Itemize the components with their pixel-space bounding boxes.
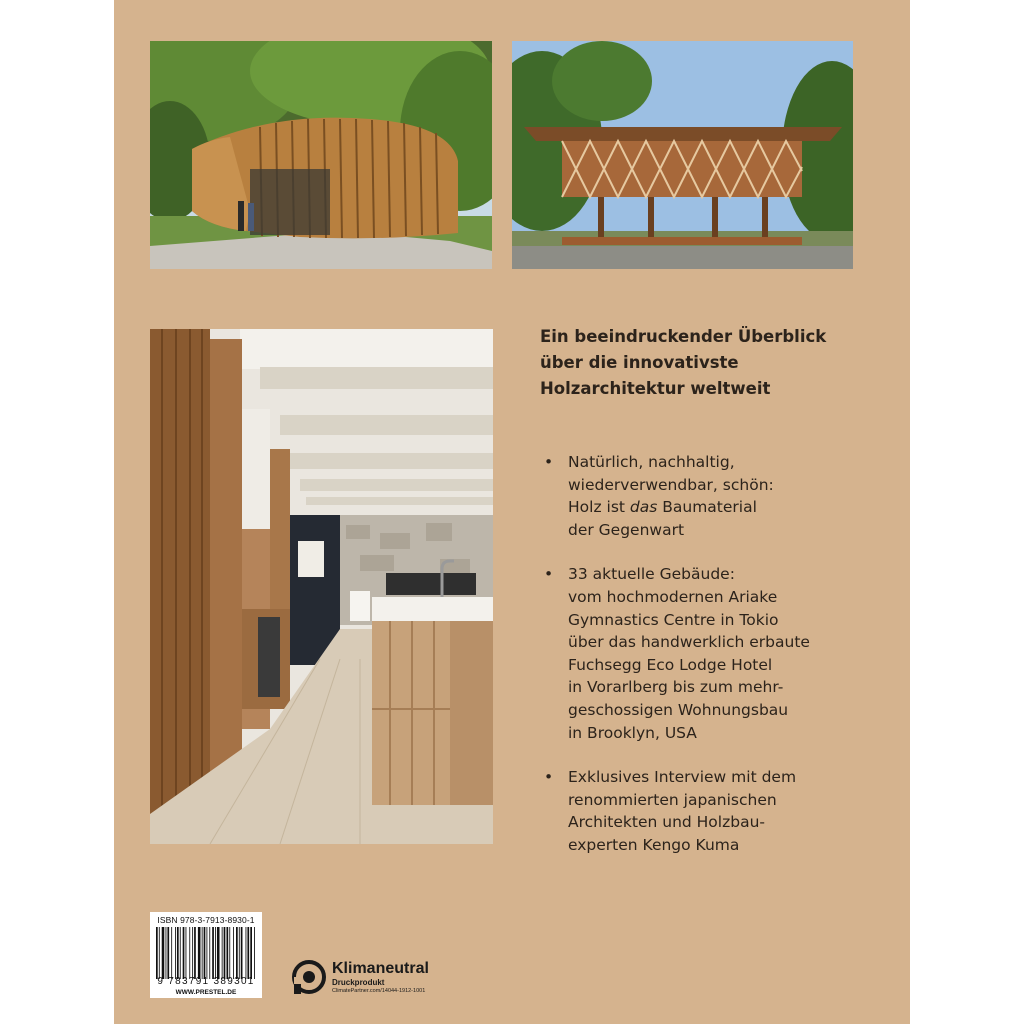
barcode-bar	[175, 927, 176, 979]
bullet-line: Architekten und Holzbau-	[568, 813, 765, 832]
barcode-bar	[204, 927, 206, 979]
barcode-bar	[239, 927, 240, 979]
climate-title: Klimaneutral	[332, 960, 429, 977]
bullet-line: • Exklusives Interview mit dem	[568, 768, 797, 787]
barcode-bar	[206, 927, 207, 979]
bullet-line: geschossigen Wohnungsbau	[568, 700, 789, 719]
barcode-bar	[226, 927, 228, 979]
climate-partner-logo-icon	[292, 960, 326, 994]
bullet-line	[568, 496, 870, 519]
ean-digits: 9 783791 389301	[157, 976, 255, 987]
headline-line: Holzarchitektur weltweit	[540, 379, 771, 398]
barcode-bar	[224, 927, 226, 979]
bullet-line: der Gegenwart	[568, 520, 685, 539]
barcode-bar	[183, 927, 185, 979]
bullet-item-material	[540, 451, 870, 541]
bullet-line: über das handwerklich erbaute	[568, 633, 810, 652]
climate-id: ClimatePartner.com/14044-1912-1001	[332, 988, 426, 994]
barcode-bar	[209, 927, 210, 979]
climate-subtitle: Druckprodukt	[332, 978, 385, 987]
climate-neutral-badge	[292, 958, 492, 998]
barcode-bar	[222, 927, 223, 979]
barcode-bar	[166, 927, 167, 979]
photo-lattice-roof-pavilion	[512, 41, 853, 269]
bullet-line: Gymnastics Centre in Tokio	[568, 610, 779, 629]
bullet-emphasis: das	[629, 498, 658, 517]
barcode-bar	[212, 927, 214, 979]
barcode-bar	[217, 927, 220, 979]
barcode-bar	[215, 927, 216, 979]
bullet-text: Holz ist	[568, 498, 630, 517]
photo-wooden-kitchen-interior	[150, 329, 493, 844]
headline	[540, 324, 880, 402]
barcode-bar	[202, 927, 203, 979]
barcode-bar	[180, 927, 181, 979]
bullet-text: Baumaterial	[657, 498, 757, 517]
bullet-line: vom hochmodernen Ariake	[568, 587, 778, 606]
barcode-bar	[246, 927, 247, 979]
barcode-bar	[186, 927, 187, 979]
bullet-line: Fuchsegg Eco Lodge Hotel	[568, 655, 773, 674]
isbn-number: ISBN 978-3-7913-8930-1	[157, 915, 255, 925]
headline-line: über die innovativste	[540, 353, 739, 372]
bullet-line: in Brooklyn, USA	[568, 723, 697, 742]
barcode-bar	[162, 927, 165, 979]
bullet-item-interview	[540, 766, 870, 856]
barcode-bar	[171, 927, 172, 979]
barcode-bar	[236, 927, 238, 979]
bullet-line: renommierten japanischen	[568, 790, 777, 809]
barcode-bar	[250, 927, 252, 979]
headline-line: Ein beeindruckender Überblick	[540, 327, 827, 346]
barcode-bar	[247, 927, 249, 979]
bullet-line: wiederverwendbar, schön:	[568, 475, 774, 494]
barcode-bar	[194, 927, 196, 979]
barcode-bar	[241, 927, 243, 979]
barcode-bar	[254, 927, 255, 979]
bullet-item-buildings	[540, 563, 870, 744]
bullet-line: • Natürlich, nachhaltig,	[568, 453, 735, 471]
book-back-cover	[114, 0, 910, 1024]
bullet-line: experten Kengo Kuma	[568, 835, 740, 854]
barcode-bar	[177, 927, 179, 979]
barcode-bar	[189, 927, 190, 979]
feature-bullet-list	[540, 451, 870, 879]
barcode-bar	[192, 927, 193, 979]
bullet-line: in Vorarlberg bis zum mehr-	[568, 678, 784, 697]
barcode-bar	[167, 927, 169, 979]
barcode-bar	[159, 927, 160, 979]
publisher-url: WWW.PRESTEL.DE	[175, 989, 237, 996]
isbn-barcode	[150, 912, 262, 998]
bullet-line: • 33 aktuelle Gebäude:	[568, 565, 735, 584]
barcode-bars	[156, 927, 256, 979]
barcode-bar	[229, 927, 230, 979]
barcode-bar	[156, 927, 158, 979]
barcode-bar	[233, 927, 234, 979]
barcode-bar	[198, 927, 201, 979]
photo-curved-wood-pavilion	[150, 41, 492, 269]
